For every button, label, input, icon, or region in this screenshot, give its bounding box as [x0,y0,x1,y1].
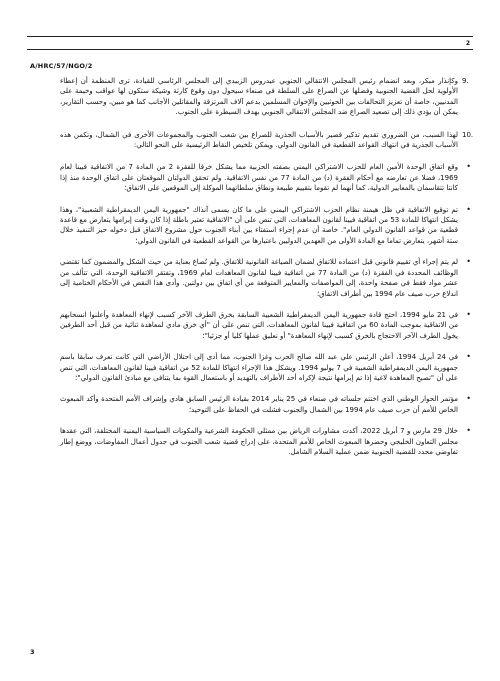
bullet-item [60,204,471,247]
bullet-item [60,426,471,457]
footer-page-number: 3 [30,648,35,656]
paragraph-number: 9. [462,77,469,85]
bullet-text: تم توقيع الاتفاقية في ظل هيمنة نظام الحزب الاشتراكي اليمني على ما كان يسمى آنذاك "جمهورية اليمن الديمقراطية الشعبية"، وهذا يشكل انتهاكا للمادة 53 من اتفاقية فيينا لقانون المعاهدات، التي تنص على أن "الاتفاقية تعتبر باطلة إذا كان وقت إبرامها يتعارض مع قاعدة قطعية من قواعد القانون الدولي العام". خاصة أن عدم إجراء استفتاء بين أبناء الجنوب حول مشروع الاتفاق قبل دخوله حيز التنفيذ خلال ستة أشهر، يتعارض تماما مع المادة الأولى من العهدين الدوليين باعتبارها من القواعد القطعية في القانون الدولي؛ [60,205,458,245]
bullet-item [60,162,471,193]
paragraph-text: وكإنذار مبكر، وبعد انضمام رئيس المجلس الانتقالي الجنوبي عيدروس الزبيدي إلى المجلس الرئاسي للقيادة، ترى المنظمة أن إعطاء الأولوية لحل القضية الجنوبية وفصلها عن الصراع على السلطة في صنعاء سيحول دون وقوع كارثة وشيكة ستكون لها عواقب وخيمة على المدنيين، خاصة أن تعزيز التحالفات بين الحوثيين والإخوان المسلمين بدعم آلاف المرتزقة والمقاتلين الأجانب كما هو مبين، وحسب التقارير، يمكن أن يؤدي ذلك إلى تصعيد الصراع ضد المجلس الانتقالي الجنوبي بهدف السيطرة على الجنوب. [60,77,458,117]
bullet-item [60,257,471,299]
bullet-text: خلال 29 مارس و 7 أبريل 2022، أكدت مشاورات الرياض بين ممثلي الحكومة الشرعية والمكونات السياسية اليمنية المختلفة، التي عقدها مجلس التعاون الخليجي وحضرها المبعوث الخاص للأمم المتحدة، على إدراج قضية شعب الجنوب في جدول أعمال المفاوضات، ووضع إطار تفاوضي محدد للقضية الجنوبية ضمن عملية السلام الشامل. [60,427,458,456]
bullet-item [60,309,471,341]
bullet-icon: • [466,426,471,436]
paragraph-number: 10. [462,130,474,139]
bullet-icon: • [466,394,471,404]
bullet-icon: • [466,162,471,172]
bullet-item [60,352,471,383]
paragraph-9 [60,76,469,118]
bullet-item [60,394,471,415]
bullet-icon: • [466,257,471,267]
bullet-text: وقع اتفاق الوحدة الأمين العام للحزب الاشتراكي اليمني بصفته الحزبية مما يشكل خرقا للفقرة 2 من المادة 7 من الاتفاقية فيينا لعام 1969، فضلا عن تعارضه مع أحكام الفقرة (د) من المادة 77 من نفس الاتفاقية. ولم تحقق الدولتان الموقعتان على اتفاق الوحدة منذ إذا كانتا تتقاسمان بالمعايير الدولية، كما أنهما لم تقوما بتقييم طبيعة ونطاق سلطاتهما الموكلة إلى الموقعين على الاتفاق؛ [60,163,459,193]
bullet-icon: • [466,352,471,362]
bullet-text: في 21 مايو 1994، احتج قادة جمهورية اليمن الديمقراطية الشعبية السابقة بخرق الطرف الآخر كسبب لإنهاء المعاهدة وأعلنوا انسحابهم من الاتفاقية بموجب المادة 60 من اتفاقية فيينا لقانون المعاهدات، التي تنص على أن "أي خرق مادي لمعاهدة ثنائية من قبل أحد الطرفين يخول الطرف الآخر الاحتجاج بالخرق كسبب لإنهاء المعاهدة" أو تعليق عملها كليا أو جزئيا"؛ [60,310,458,340]
header-rule-bottom [27,49,473,50]
bullet-text: مؤتمر الحوار الوطني الذي اختتم جلساته في صنعاء في 25 يناير 2014 بقيادة الرئيس السابق هادي وإشراف الأمم المتحدة وأكد المبعوث الخاص للأمم أن حرب صيف عام 1994 بين الشمال والجنوب فشلت في الحفاظ على التوحيد؛ [60,395,459,414]
paragraph-10 [60,130,474,151]
bullet-icon: • [466,204,471,214]
bullet-icon: • [466,309,471,319]
bullet-text: في 24 أبريل 1994، أعلن الرئيس علي عبد الله صالح الحرب وغزا الجنوب، مما أدى إلى احتلال الأراضي التي كانت تعرف سابقا باسم جمهورية اليمن الديمقراطية الشعبية في 7 يوليو 1994. ويشكل هذا الإجراء انتهاكا للمادة 52 من اتفاقية فيينا لقانون المعاهدات، التي تنص على أن "تصبح المعاهدة لاغية إذا تم إبرامها نتيجة لإكراه أحد الأطراف بالتهديد أو باستعمال القوة بما يتنافى مع مبادئ القانون الدولي"؛ [60,353,458,382]
bullet-list [60,162,471,457]
document-symbol: A/HRC/57/NGO/2 [30,62,93,70]
paragraph-text: لهذا السبب، من الضروري تقديم تذكير قصير بالأسباب الجذرية للصراع بين شعب الجنوب والمجموعات الأخرى في الشمال، وتكمن هذه الأسباب الجذرية في انتهاك القواعد القطعية في القانون الدولي. ويمكن تلخيص النقاط الرئيسية على النحو التالي: [60,130,458,150]
header-rule-top [27,36,473,37]
header-page-number: 2 [465,40,470,47]
document-body [60,76,474,468]
bullet-text: لم يتم إجراء أي تقييم قانوني قبل اعتماده للاتفاق لضمان الصياغة القانونية للاتفاق. ولم تُصاغ بعناية من حيث الشكل والمضمون كما تقتضي الوظائف المحددة في الفقرة (د) من المادة 77 من اتفاقية فيينا لقانون المعاهدات لعام 1969، وتفتقر الاتفاقية الوحدة، التي تتألف من عشر مواد فقط في صفحة واحدة، إلى المواصفات والمعايير المتوقعة من أي اتفاق بين دولتين. وأدى هذا النقص في الأحكام الختامية إلى اندلاع حرب صيف عام 1994 بين أطراف الاتفاق؛ [60,258,459,298]
